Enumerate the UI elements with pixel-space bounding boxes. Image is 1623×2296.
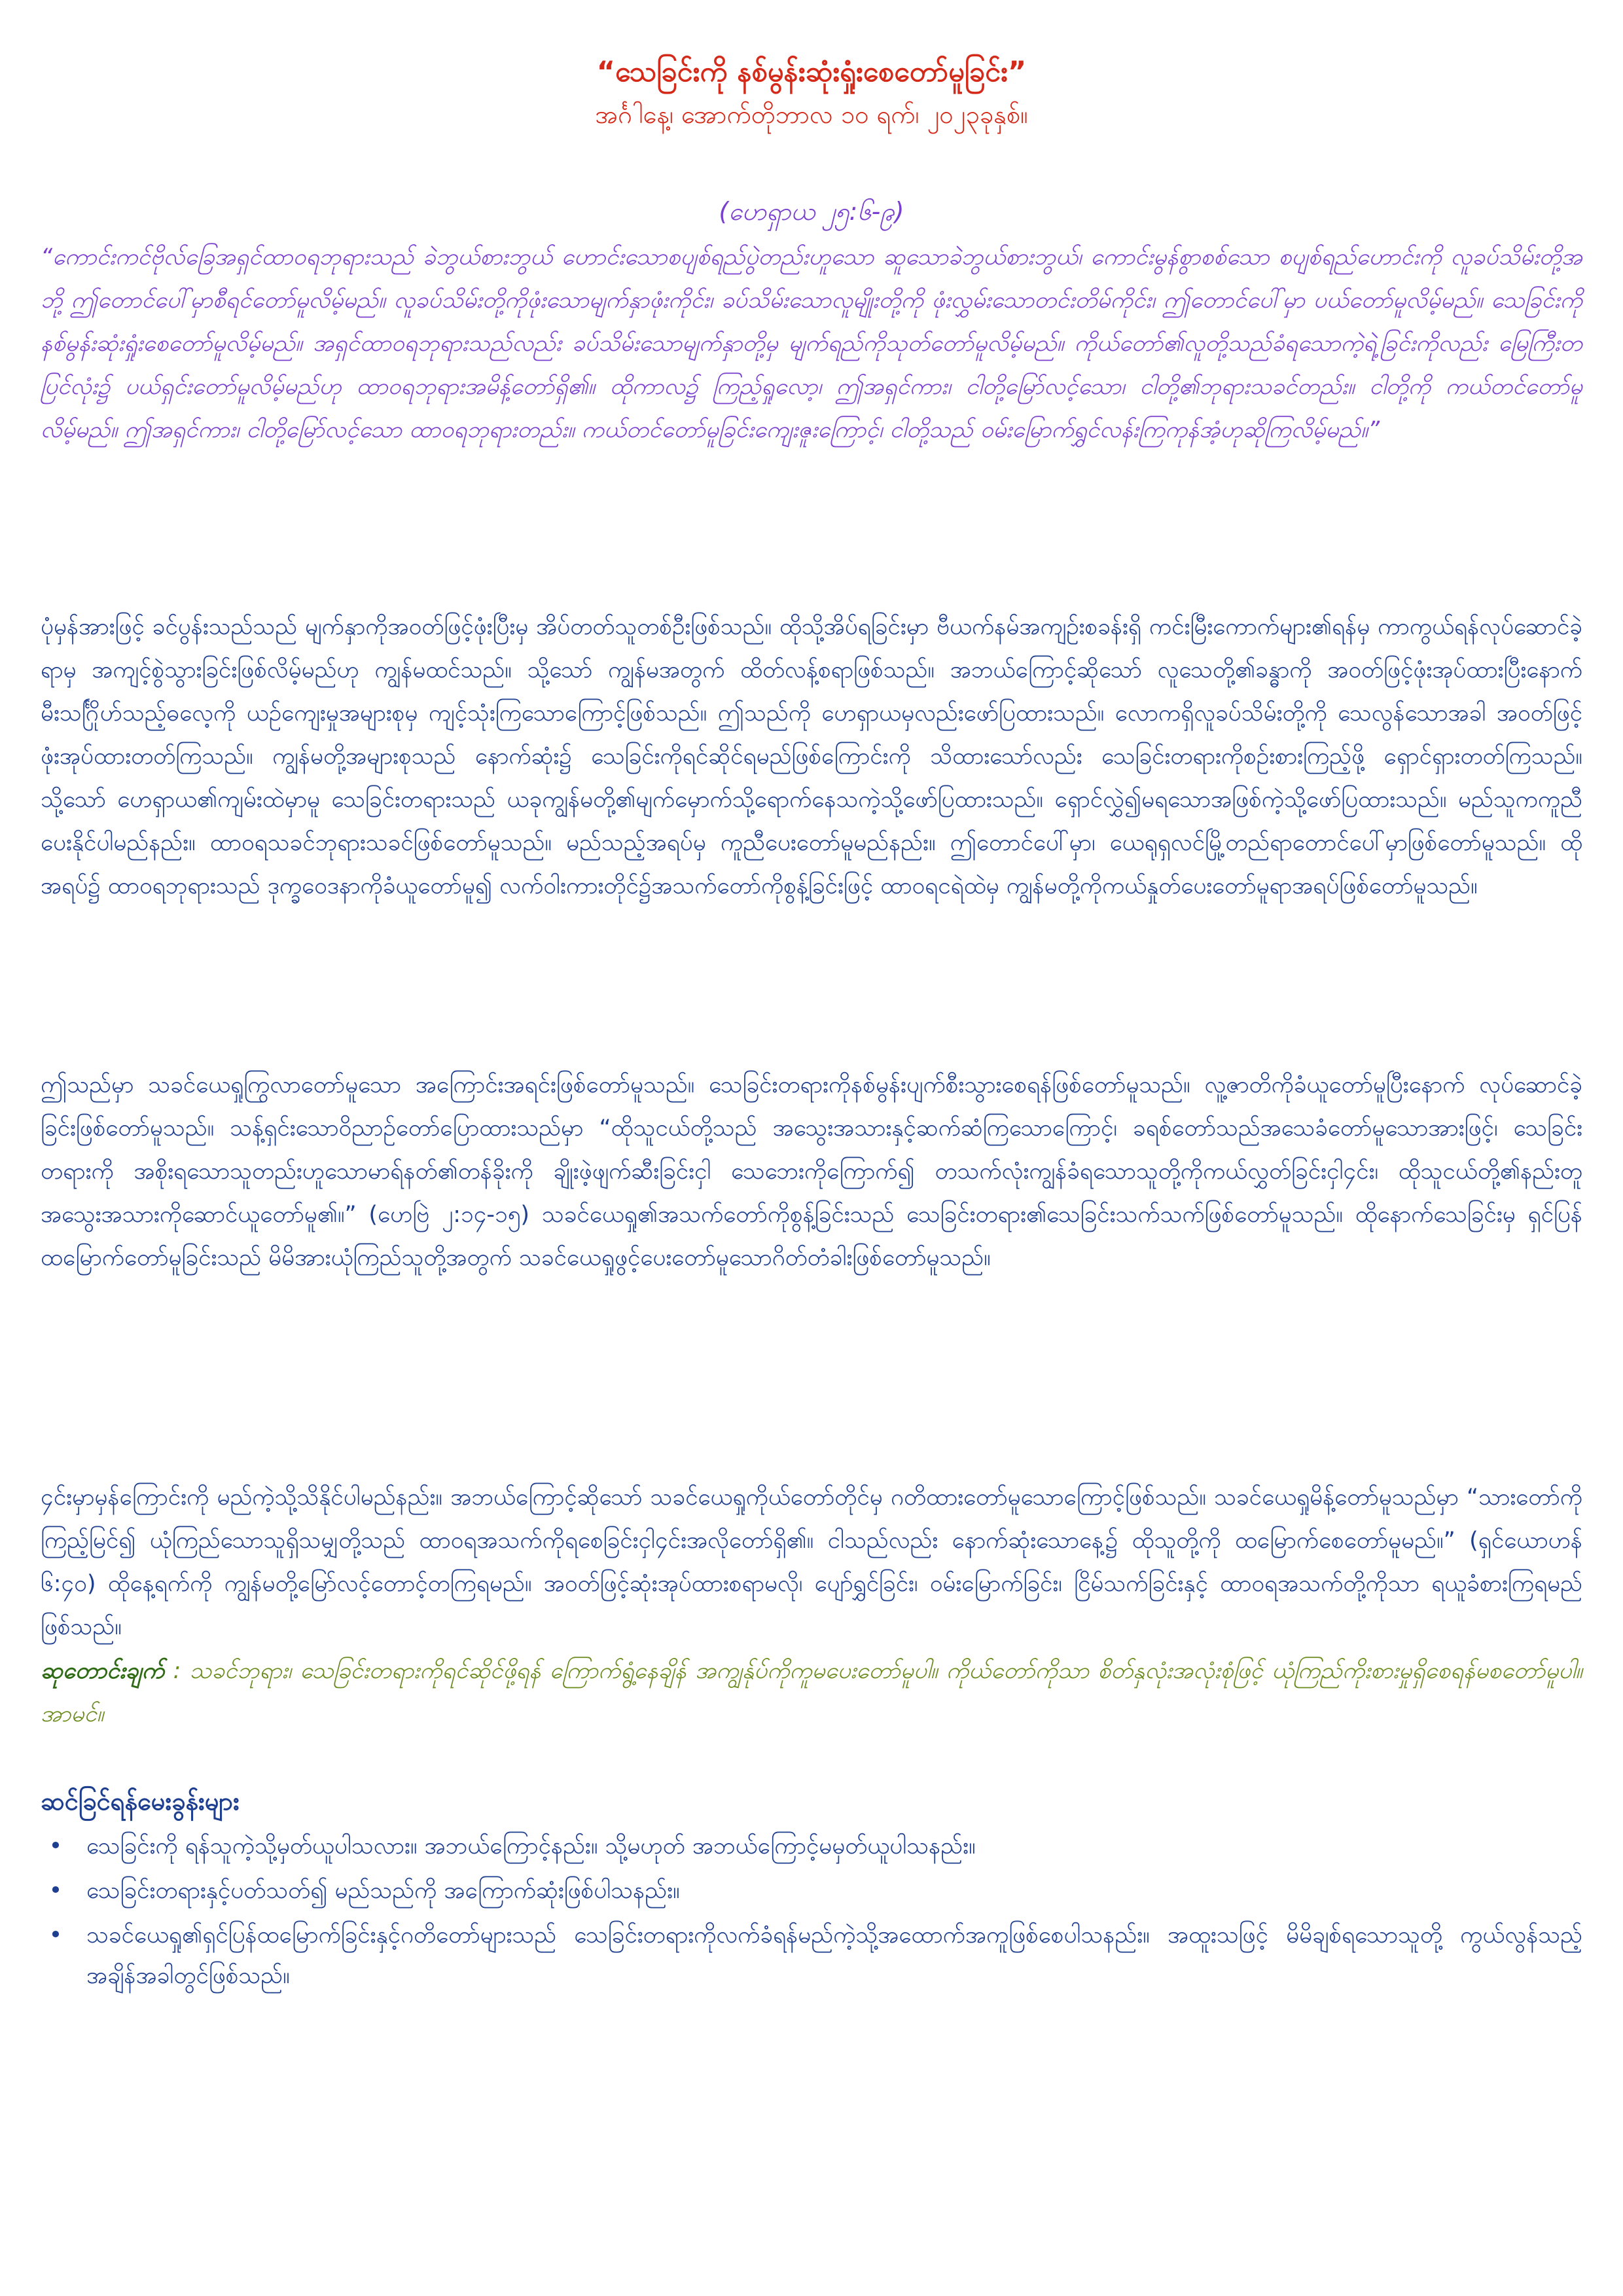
body-paragraph-3: ၄င်းမှာမှန်ကြောင်းကို မည်ကဲ့သို့သိနိုင်ပါမည်နည်း။ အဘယ်ကြောင့်ဆိုသော် သခင်ယေရှုကိုယ်တော်တိုင်မှ ဂတိထားတော်မူသောကြောင့်ဖြစ်သည်။ သခင်ယေရှုမိန့်တော်မူသည်မှာ “သားတော်ကိုကြည့်မြင်၍ ယုံကြည်သောသူရှိသမျှတို့သည် ထာဝရအသက်ကိုရစေခြင်းငှါ၄င်းအလိုတော်ရှိ၏။ ငါသည်လည်း နောက်ဆုံးသောနေ့၌ ထိုသူတို့ကို ထမြောက်စေတော်မူမည်။” (ရှင်ယောဟန် ၆:၄၀) ထိုနေ့ရက်ကို ကျွန်မတို့မြော်လင့်တောင့်တကြရမည်။ အဝတ်ဖြင့်ဆုံးအုပ်ထားစရာမလို၊ ပျော်ရွှင်ခြင်း၊ ဝမ်းမြောက်ခြင်း၊ ငြိမ်သက်ခြင်းနှင့် ထာဝရအသက်တို့ကိုသာ ရယူခံစားကြရမည်ဖြစ်သည်။	[41, 1484, 1582, 1640]
page-title: “သေခြင်းကို နစ်မွန်းဆုံးရှုံးစေတော်မူခြင်း”	[596, 56, 1027, 88]
scripture-reference: (ဟေရှာယ ၂၅:၆-၉)	[719, 197, 904, 226]
date-line: အင်္ဂါနေ့၊ အောက်တိုဘာလ ၁၀ ရက်၊ ၂၀၂၃ခုနှစ်။	[595, 100, 1028, 129]
prayer-block	[41, 1649, 1582, 1736]
scripture-quote: “ကောင်းကင်ဗိုလ်ခြေအရှင်ထာဝရဘုရားသည် ခဲဘွယ်စားဘွယ် ဟောင်းသောစပျစ်ရည်ပွဲတည်းဟူသော ဆူသောခဲဘွယ်စားဘွယ်၊ ကောင်းမွန်စွာစစ်သော စပျစ်ရည်ဟောင်းကို လူခပ်သိမ်းတို့အဘို့ ဤတောင်ပေါ်မှာစီရင်တော်မူလိမ့်မည်။ လူခပ်သိမ်းတို့ကိုဖုံးသောမျက်နှာဖုံးကိုင်း၊ ခပ်သိမ်းသောလူမျိုးတို့ကို ဖုံးလွှမ်းသောတင်းတိမ်ကိုင်း၊ ဤတောင်ပေါ်မှာ ပယ်တော်မူလိမ့်မည်။ သေခြင်းကို နစ်မွန်းဆုံးရှုံးစေတော်မူလိမ့်မည်။ အရှင်ထာဝရဘုရားသည်လည်း ခပ်သိမ်းသောမျက်နှာတို့မှ မျက်ရည်ကိုသုတ်တော်မူလိမ့်မည်။ ကိုယ်တော်၏လူတို့သည်ခံရသောကဲ့ရဲ့ခြင်းကိုလည်း မြေကြီးတပြင်လုံး၌ ပယ်ရှင်းတော်မူလိမ့်မည်ဟု ထာဝရဘုရားအမိန့်တော်ရှိ၏။ ထိုကာလ၌ ကြည့်ရှုလော့၊ ဤအရှင်ကား၊ ငါတို့မြော်လင့်သော၊ ငါတို့၏ဘုရားသခင်တည်း။ ငါတို့ကို ကယ်တင်တော်မူလိမ့်မည်။ ဤအရှင်ကား၊ ငါတို့မြော်လင့်သော ထာဝရဘုရားတည်း။ ကယ်တင်တော်မူခြင်းကျေးဇူးကြောင့်၊ ငါတို့သည် ဝမ်းမြောက်ရွှင်လန်းကြကုန်အံ့ဟုဆိုကြလိမ့်မည်။”	[41, 244, 1582, 443]
question-text: သခင်ယေရှု၏ရှင်ပြန်ထမြောက်ခြင်းနှင့်ဂတိတော်များသည် သေခြင်းတရားကိုလက်ခံရန်မည်ကဲ့သို့အထောက်အကူဖြစ်စေပါသနည်း။ အထူးသဖြင့် မိမိချစ်ရသောသူတို့ ကွယ်လွန်သည့်အချိန်အခါတွင်ဖြစ်သည်။	[86, 1922, 1582, 1989]
question-text: သေခြင်းကို ရန်သူကဲ့သို့မှတ်ယူပါသလား။ အဘယ်ကြောင့်နည်း။ သို့မဟုတ် အဘယ်ကြောင့်မမှတ်ယူပါသနည်း။	[86, 1833, 976, 1859]
question-text: သေခြင်းတရားနှင့်ပတ်သတ်၍ မည်သည်ကို အကြောက်ဆုံးဖြစ်ပါသနည်း။	[86, 1878, 680, 1904]
bullet-icon: •	[48, 1878, 63, 1904]
prayer-text: သခင်ဘုရား၊ သေခြင်းတရားကိုရင်ဆိုင်ဖို့ရန် ကြောက်ရွံ့နေချိန် အကျွန်ုပ်ကိုကူမပေးတော်မူပါ။ ကိုယ်တော်ကိုသာ စိတ်နှလုံးအလုံးစုံဖြင့် ယုံကြည်ကိုးစားမှုရှိစေရန်မစတော်မူပါ။ အာမင်။	[41, 1658, 1582, 1727]
questions-heading: ဆင်ခြင်ရန်မေးခွန်းများ	[41, 1787, 240, 1816]
body-paragraph-2: ဤသည်မှာ သခင်ယေရှုကြွလာတော်မူသော အကြောင်းအရင်းဖြစ်တော်မူသည်။ သေခြင်းတရားကိုနစ်မွန်းပျက်စီးသွားစေရန်ဖြစ်တော်မူသည်။ လူ့ဇာတိကိုခံယူတော်မူပြီးနောက် လုပ်ဆောင်ခဲ့ခြင်းဖြစ်တော်မူသည်။ သန့်ရှင်းသောဝိညာဉ်တော်ပြောထားသည်မှာ “ထိုသူငယ်တို့သည် အသွေးအသားနှင့်ဆက်ဆံကြသောကြောင့်၊ ခရစ်တော်သည်အသေခံတော်မူသောအားဖြင့်၊ သေခြင်းတရားကို အစိုးရသောသူတည်းဟူသောမာရ်နတ်၏တန်ခိုးကို ချိုးဖဲ့ဖျက်ဆီးခြင်းငှါ သေဘေးကိုကြောက်၍ တသက်လုံးကျွန်ခံရသောသူတို့ကိုကယ်လွှတ်ခြင်းငှါ၄င်း၊ ထိုသူငယ်တို့၏နည်းတူ အသွေးအသားကိုဆောင်ယူတော်မူ၏။” (ဟေဗြဲ ၂:၁၄-၁၅) သခင်ယေရှု၏အသက်တော်ကိုစွန့်ခြင်းသည် သေခြင်းတရား၏သေခြင်းသက်သက်ဖြစ်တော်မူသည်။ ထိုနောက်သေခြင်းမှ ရှင်ပြန်ထမြောက်တော်မူခြင်းသည် မိမိအားယုံကြည်သူတို့အတွက် သခင်ယေရှုဖွင့်ပေးတော်မူသောဂိတ်တံခါးဖြစ်တော်မူသည်။	[41, 1072, 1582, 1271]
bullet-icon: •	[48, 1833, 63, 1859]
body-paragraph-1: ပုံမှန်အားဖြင့် ခင်ပွန်းသည်သည် မျက်နှာကိုအဝတ်ဖြင့်ဖုံးပြီးမှ အိပ်တတ်သူတစ်ဦးဖြစ်သည်။ ထိုသို့အိပ်ရခြင်းမှာ ဗီယက်နမ်အကျဉ်းစခန်းရှိ ကင်းမြီးကောက်များ၏ရန်မှ ကာကွယ်ရန်လုပ်ဆောင်ခဲ့ရာမှ အကျင့်စွဲသွားခြင်းဖြစ်လိမ့်မည်ဟု ကျွန်မထင်သည်။ သို့သော် ကျွန်မအတွက် ထိတ်လန့်စရာဖြစ်သည်။ အဘယ်ကြောင့်ဆိုသော် လူသေတို့၏ခန္ဓာကို အဝတ်ဖြင့်ဖုံးအုပ်ထားပြီးနောက် မီးသင်္ဂြိုဟ်သည့်ဓလေ့ကို ယဉ်ကျေးမှုအများစုမှ ကျင့်သုံးကြသောကြောင့်ဖြစ်သည်။ ဤသည်ကို ဟေရှာယမှလည်းဖော်ပြထားသည်။ လောကရှိလူခပ်သိမ်းတို့ကို သေလွန်သောအခါ အဝတ်ဖြင့်ဖုံးအုပ်ထားတတ်ကြသည်။ ကျွန်မတို့အများစုသည် နောက်ဆုံး၌ သေခြင်းကိုရင်ဆိုင်ရမည်ဖြစ်ကြောင်းကို သိထားသော်လည်း သေခြင်းတရားကိုစဉ်းစားကြည့်ဖို့ ရှောင်ရှားတတ်ကြသည်။ သို့သော် ဟေရှာယ၏ကျမ်းထဲမှာမူ သေခြင်းတရားသည် ယခုကျွန်မတို့၏မျက်မှောက်သို့ရောက်နေသကဲ့သို့ဖော်ပြထားသည်။ ရှောင်လွှဲ၍မရသောအဖြစ်ကဲ့သို့ဖော်ပြထားသည်။ မည်သူကကူညီပေးနိုင်ပါမည်နည်း။ ထာဝရသခင်ဘုရားသခင်ဖြစ်တော်မူသည်။ မည်သည့်အရပ်မှ ကူညီပေးတော်မူမည်နည်း။ ဤတောင်ပေါ်မှာ၊ ယေရုရှလင်မြို့တည်ရာတောင်ပေါ်မှာဖြစ်တော်မူသည်။ ထိုအရပ်၌ ထာဝရဘုရားသည် ဒုက္ခဝေဒနာကိုခံယူတော်မူ၍ လက်ဝါးကားတိုင်၌အသက်တော်ကိုစွန့်ခြင်းဖြင့် ထာဝရငရဲထဲမှ ကျွန်မတို့ကိုကယ်နှုတ်ပေးတော်မူရာအရပ်ဖြစ်တော်မူသည်။	[41, 614, 1582, 899]
question-item	[41, 1915, 1582, 1996]
bullet-icon: •	[48, 1922, 63, 1948]
question-item	[41, 1826, 1582, 1867]
prayer-separator: :	[164, 1658, 190, 1684]
question-item	[41, 1871, 1582, 1911]
prayer-label: ဆုတောင်းချက်	[41, 1658, 165, 1684]
questions-list	[41, 1826, 1582, 2000]
